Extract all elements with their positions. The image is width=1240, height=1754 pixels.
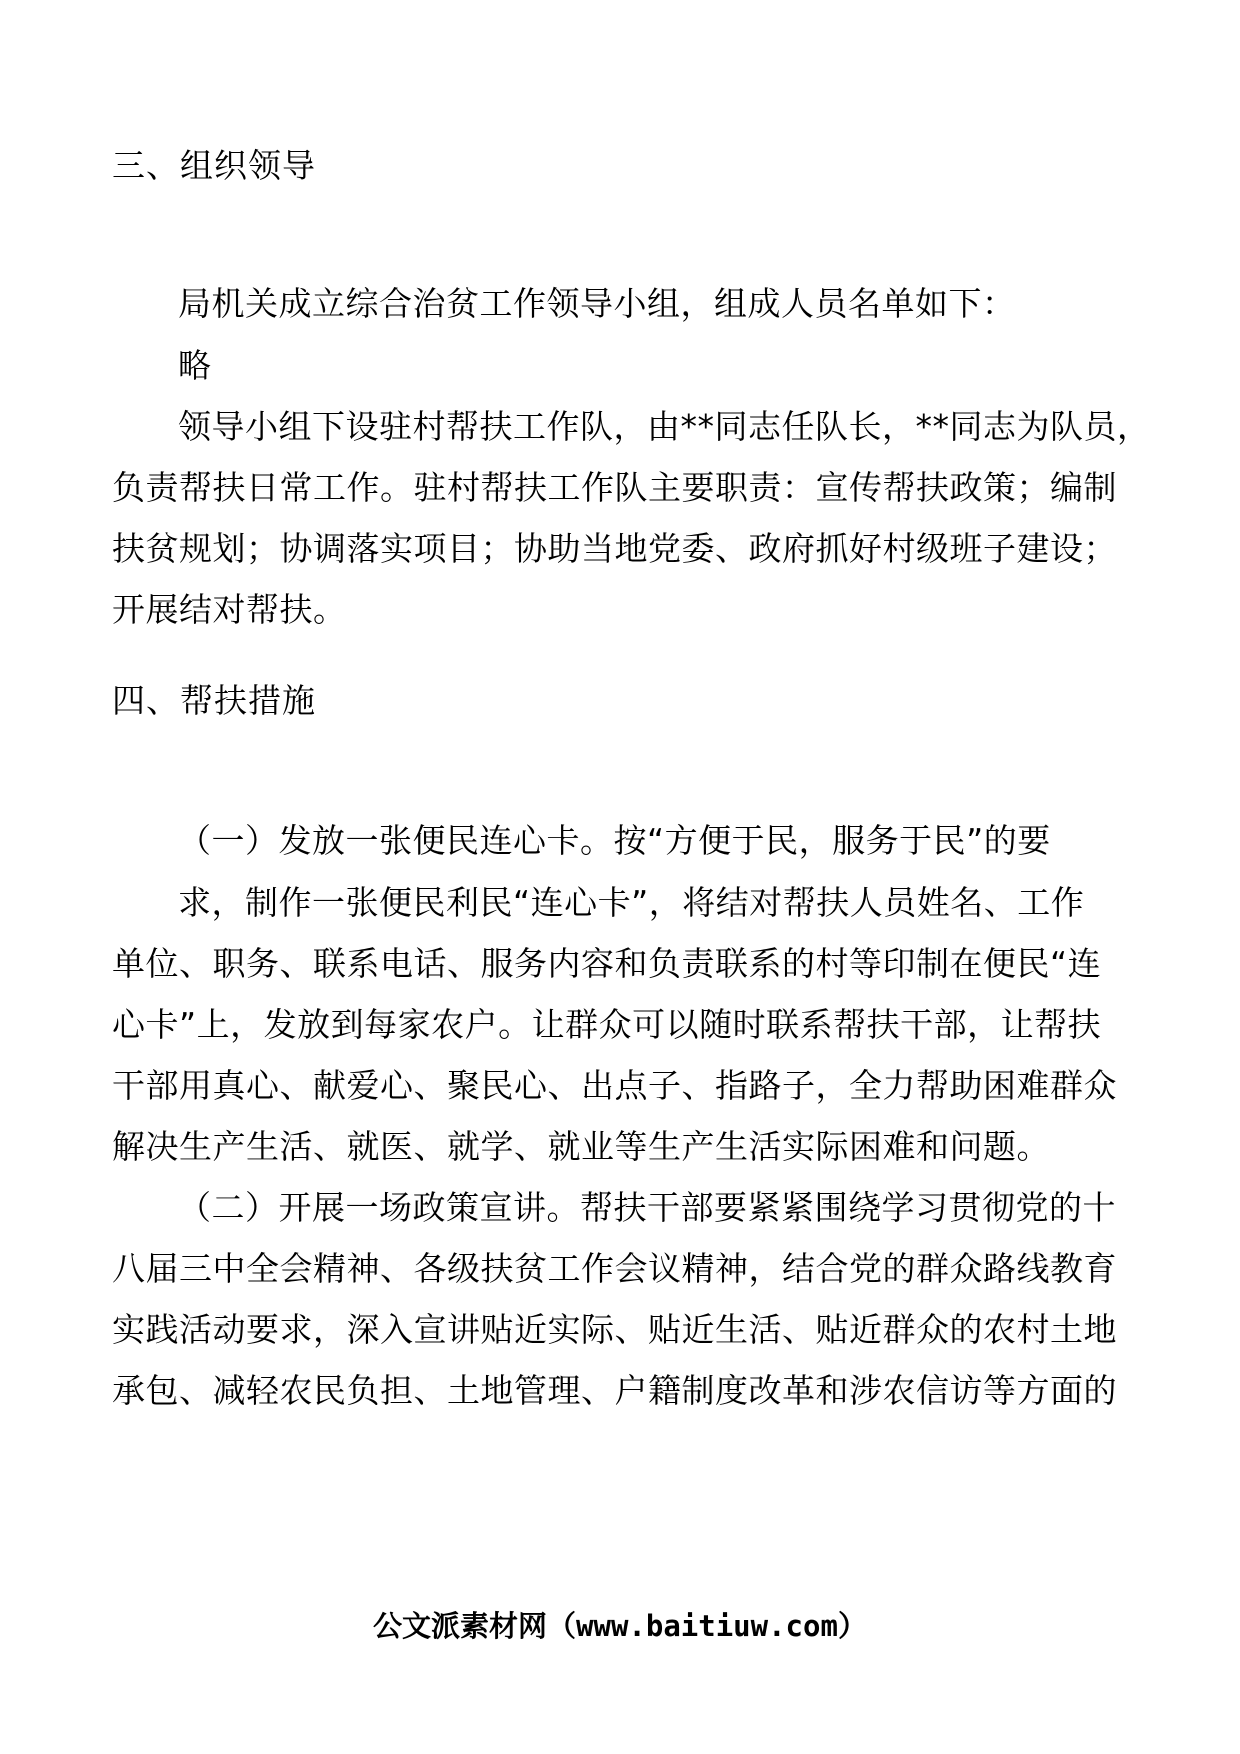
item-1-line: 求，制作一张便民利民“连心卡”，将结对帮扶人员姓名、工作 bbox=[178, 883, 1085, 922]
section-4-heading: 四、帮扶措施 bbox=[112, 681, 316, 720]
item-1-line: （一）发放一张便民连心卡。按“方便于民，服务于民”的要 bbox=[178, 821, 1051, 860]
footer-site-name: 公文派素材网 bbox=[373, 1609, 548, 1643]
item-1-line: 心卡”上，发放到每家农户。让群众可以随时联系帮扶干部，让帮扶 bbox=[112, 1005, 1102, 1044]
item-1-line: 单位、职务、联系电话、服务内容和负责联系的村等印制在便民“连 bbox=[112, 944, 1102, 983]
section-3-paragraph-3-line: 扶贫规划；协调落实项目；协助当地党委、政府抓好村级班子建设； bbox=[112, 529, 1117, 568]
item-2-line: 八届三中全会精神、各级扶贫工作会议精神，结合党的群众路线教育 bbox=[112, 1249, 1117, 1288]
footer-url: （www.baitiuw.com） bbox=[547, 1609, 867, 1643]
item-2-line: 实践活动要求，深入宣讲贴近实际、贴近生活、贴近群众的农村土地 bbox=[112, 1310, 1117, 1349]
section-3-paragraph-3-line: 负责帮扶日常工作。驻村帮扶工作队主要职责：宣传帮扶政策；编制 bbox=[112, 468, 1117, 507]
section-3-paragraph-2: 略 bbox=[178, 346, 212, 385]
item-1-line: 干部用真心、献爱心、聚民心、出点子、指路子，全力帮助困难群众 bbox=[112, 1066, 1117, 1105]
item-2-line: 承包、减轻农民负担、土地管理、户籍制度改革和涉农信访等方面的 bbox=[112, 1371, 1117, 1410]
section-3-paragraph-3-line: 开展结对帮扶。 bbox=[112, 590, 347, 629]
item-1-line: 解决生产生活、就医、就学、就业等生产生活实际困难和问题。 bbox=[112, 1127, 1050, 1166]
section-3-heading: 三、组织领导 bbox=[112, 146, 316, 185]
section-3-paragraph-1: 局机关成立综合治贫工作领导小组，组成人员名单如下： bbox=[178, 284, 1016, 323]
section-3-paragraph-3-line: 领导小组下设驻村帮扶工作队，由**同志任队长，**同志为队员， bbox=[178, 407, 1151, 446]
item-2-line: （二）开展一场政策宣讲。帮扶干部要紧紧围绕学习贯彻党的十 bbox=[178, 1188, 1116, 1227]
footer-watermark bbox=[0, 1608, 1240, 1644]
